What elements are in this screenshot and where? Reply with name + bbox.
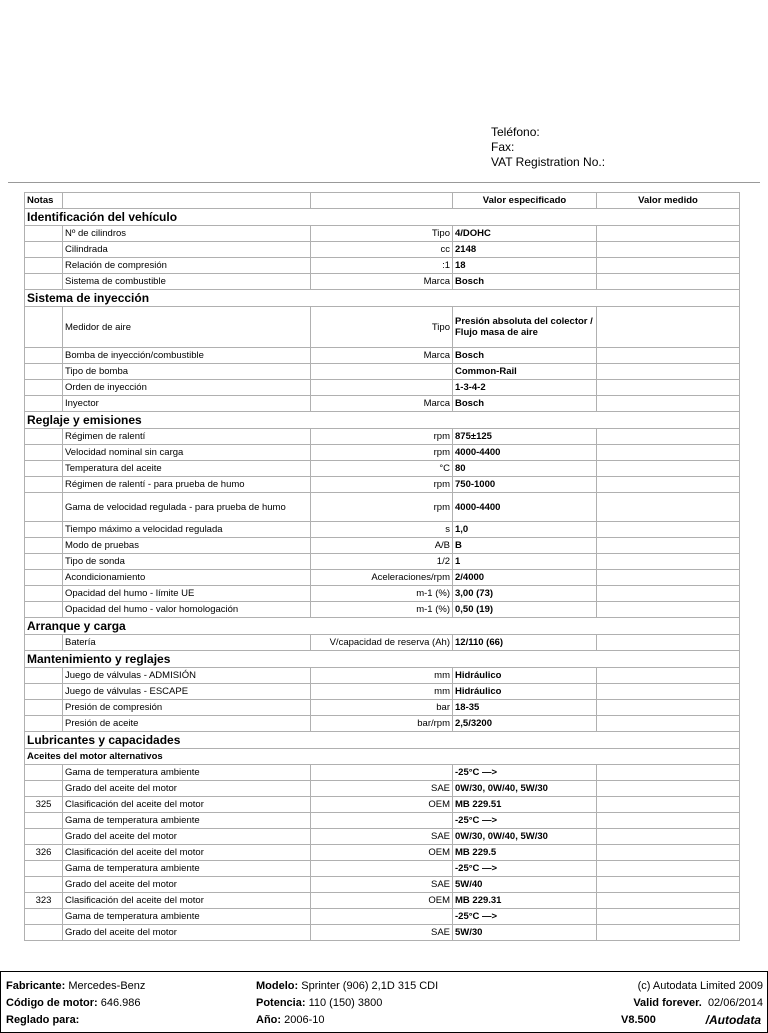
unit-cell: Marca <box>311 274 453 290</box>
subsection-title: Aceites del motor alternativos <box>25 749 740 765</box>
label-cell: Gama de temperatura ambiente <box>63 909 311 925</box>
note-cell <box>25 274 63 290</box>
measured-cell <box>597 258 740 274</box>
value-cell: 5W/30 <box>453 925 597 941</box>
unit-cell: bar/rpm <box>311 716 453 732</box>
unit-cell: Marca <box>311 396 453 412</box>
label-cell: Tiempo máximo a velocidad regulada <box>63 522 311 538</box>
measured-cell <box>597 765 740 781</box>
label-cell: Régimen de ralentí <box>63 429 311 445</box>
unit-cell: cc <box>311 242 453 258</box>
section-title: Lubricantes y capacidades <box>25 732 740 749</box>
table-row <box>25 893 740 909</box>
note-cell <box>25 477 63 493</box>
note-cell <box>25 522 63 538</box>
unit-cell: SAE <box>311 781 453 797</box>
fax-label: Fax: <box>491 140 515 154</box>
label-cell: Temperatura del aceite <box>63 461 311 477</box>
measured-cell <box>597 226 740 242</box>
label-cell: Sistema de combustible <box>63 274 311 290</box>
value-cell: 12/110 (66) <box>453 635 597 651</box>
spec-table <box>24 192 740 941</box>
table-row <box>25 538 740 554</box>
measured-cell <box>597 909 740 925</box>
value-cell: Bosch <box>453 396 597 412</box>
unit-cell: mm <box>311 668 453 684</box>
date: 02/06/2014 <box>707 997 763 1009</box>
value-cell: MB 229.31 <box>453 893 597 909</box>
note-cell <box>25 877 63 893</box>
measured-cell <box>597 635 740 651</box>
manufacturer: Mercedes-Benz <box>68 980 146 992</box>
unit-cell: °C <box>311 461 453 477</box>
value-cell: -25°C —> <box>453 813 597 829</box>
section-header <box>25 732 740 749</box>
value-cell: 4000-4400 <box>453 493 597 522</box>
note-cell <box>25 635 63 651</box>
measured-cell <box>597 797 740 813</box>
value-cell: Hidráulico <box>453 668 597 684</box>
autodata-logo: /Autodata <box>705 1013 761 1027</box>
year-label: Año: <box>256 1014 282 1026</box>
value-cell: B <box>453 538 597 554</box>
section-title: Arranque y carga <box>25 618 740 635</box>
section-header <box>25 209 740 226</box>
value-cell: 0W/30, 0W/40, 5W/30 <box>453 829 597 845</box>
unit-cell: OEM <box>311 893 453 909</box>
note-cell <box>25 538 63 554</box>
label-cell: Nº de cilindros <box>63 226 311 242</box>
label-cell: Clasificación del aceite del motor <box>63 893 311 909</box>
label-cell: Inyector <box>63 396 311 412</box>
divider <box>8 182 760 183</box>
note-cell <box>25 307 63 348</box>
unit-cell: SAE <box>311 877 453 893</box>
unit-cell: A/B <box>311 538 453 554</box>
measured-cell <box>597 396 740 412</box>
unit-cell: m-1 (%) <box>311 586 453 602</box>
value-cell: 3,00 (73) <box>453 586 597 602</box>
power-label: Potencia: <box>256 997 306 1009</box>
value-cell: 750-1000 <box>453 477 597 493</box>
measured-cell <box>597 893 740 909</box>
measured-cell <box>597 668 740 684</box>
value-cell: -25°C —> <box>453 909 597 925</box>
label-cell: Grado del aceite del motor <box>63 781 311 797</box>
note-cell <box>25 909 63 925</box>
table-row <box>25 602 740 618</box>
unit-cell: SAE <box>311 829 453 845</box>
table-row <box>25 274 740 290</box>
table-row <box>25 765 740 781</box>
measured-cell <box>597 602 740 618</box>
table-row <box>25 861 740 877</box>
note-cell <box>25 861 63 877</box>
measured-cell <box>597 586 740 602</box>
measured-cell <box>597 700 740 716</box>
label-cell: Velocidad nominal sin carga <box>63 445 311 461</box>
note-cell <box>25 586 63 602</box>
label-cell: Grado del aceite del motor <box>63 877 311 893</box>
engine-code: 646.986 <box>100 997 141 1009</box>
table-row <box>25 445 740 461</box>
note-cell <box>25 602 63 618</box>
value-cell: 1-3-4-2 <box>453 380 597 396</box>
value-cell: -25°C —> <box>453 765 597 781</box>
measured-cell <box>597 813 740 829</box>
measured-cell <box>597 477 740 493</box>
measured-cell <box>597 845 740 861</box>
measured-cell <box>597 380 740 396</box>
note-cell <box>25 925 63 941</box>
label-cell: Bomba de inyección/combustible <box>63 348 311 364</box>
measured-header: Valor medido <box>597 193 740 209</box>
unit-cell: rpm <box>311 445 453 461</box>
table-row <box>25 716 740 732</box>
table-row <box>25 307 740 348</box>
label-cell: Gama de temperatura ambiente <box>63 765 311 781</box>
unit-cell: rpm <box>311 429 453 445</box>
value-cell: -25°C —> <box>453 861 597 877</box>
table-row <box>25 364 740 380</box>
value-cell: 4000-4400 <box>453 445 597 461</box>
value-cell: 2/4000 <box>453 570 597 586</box>
table-row <box>25 635 740 651</box>
section-title: Sistema de inyección <box>25 290 740 307</box>
label-cell: Modo de pruebas <box>63 538 311 554</box>
unit-cell: s <box>311 522 453 538</box>
unit-cell: bar <box>311 700 453 716</box>
value-cell: Bosch <box>453 274 597 290</box>
label-cell: Presión de aceite <box>63 716 311 732</box>
table-row <box>25 829 740 845</box>
value-cell: 0W/30, 0W/40, 5W/30 <box>453 781 597 797</box>
version: V8.500 <box>621 1014 656 1026</box>
unit-cell: Tipo <box>311 307 453 348</box>
table-row <box>25 586 740 602</box>
label-cell: Juego de válvulas - ADMISIÓN <box>63 668 311 684</box>
note-cell <box>25 570 63 586</box>
table-row <box>25 226 740 242</box>
unit-cell <box>311 909 453 925</box>
table-row <box>25 668 740 684</box>
table-row <box>25 258 740 274</box>
note-cell <box>25 765 63 781</box>
section-title: Identificación del vehículo <box>25 209 740 226</box>
value-cell: 18-35 <box>453 700 597 716</box>
unit-cell: :1 <box>311 258 453 274</box>
label-cell: Relación de compresión <box>63 258 311 274</box>
label-cell: Cilindrada <box>63 242 311 258</box>
measured-cell <box>597 877 740 893</box>
unit-cell: m-1 (%) <box>311 602 453 618</box>
value-cell: Presión absoluta del colector / Flujo masa de aire <box>453 307 597 348</box>
label-cell: Juego de válvulas - ESCAPE <box>63 684 311 700</box>
notes-header: Notas <box>25 193 63 209</box>
measured-cell <box>597 445 740 461</box>
note-cell <box>25 445 63 461</box>
unit-cell: Marca <box>311 348 453 364</box>
section-header <box>25 290 740 307</box>
note-cell <box>25 700 63 716</box>
table-row <box>25 429 740 445</box>
engine-code-label: Código de motor: <box>6 997 98 1009</box>
subsection-header <box>25 749 740 765</box>
table-row <box>25 909 740 925</box>
note-cell <box>25 493 63 522</box>
section-header <box>25 618 740 635</box>
table-row <box>25 396 740 412</box>
measured-cell <box>597 538 740 554</box>
section-header <box>25 412 740 429</box>
table-row <box>25 348 740 364</box>
measured-cell <box>597 429 740 445</box>
note-cell <box>25 781 63 797</box>
value-cell: 2148 <box>453 242 597 258</box>
unit-cell: rpm <box>311 493 453 522</box>
measured-cell <box>597 716 740 732</box>
note-cell <box>25 380 63 396</box>
table-row <box>25 781 740 797</box>
measured-cell <box>597 364 740 380</box>
measured-cell <box>597 522 740 538</box>
note-cell <box>25 429 63 445</box>
value-cell: 1,0 <box>453 522 597 538</box>
table-row <box>25 522 740 538</box>
table-row <box>25 242 740 258</box>
label-cell: Gama de temperatura ambiente <box>63 813 311 829</box>
table-row <box>25 684 740 700</box>
table-row <box>25 845 740 861</box>
label-cell: Medidor de aire <box>63 307 311 348</box>
value-cell: Hidráulico <box>453 684 597 700</box>
table-header <box>25 193 740 209</box>
note-cell <box>25 258 63 274</box>
label-cell: Orden de inyección <box>63 380 311 396</box>
value-cell: 5W/40 <box>453 877 597 893</box>
value-cell: MB 229.51 <box>453 797 597 813</box>
measured-cell <box>597 242 740 258</box>
note-cell <box>25 668 63 684</box>
contact-block <box>491 125 605 170</box>
label-cell: Opacidad del humo - valor homologación <box>63 602 311 618</box>
note-cell <box>25 348 63 364</box>
note-cell <box>25 364 63 380</box>
section-title: Mantenimiento y reglajes <box>25 651 740 668</box>
value-cell: 4/DOHC <box>453 226 597 242</box>
unit-cell: rpm <box>311 477 453 493</box>
unit-cell: Tipo <box>311 226 453 242</box>
note-cell: 326 <box>25 845 63 861</box>
value-cell: MB 229.5 <box>453 845 597 861</box>
value-cell: 875±125 <box>453 429 597 445</box>
label-cell: Opacidad del humo - límite UE <box>63 586 311 602</box>
table-row <box>25 380 740 396</box>
label-cell: Clasificación del aceite del motor <box>63 797 311 813</box>
unit-cell: V/capacidad de reserva (Ah) <box>311 635 453 651</box>
model: Sprinter (906) 2,1D 315 CDI <box>301 980 439 992</box>
note-cell: 323 <box>25 893 63 909</box>
label-cell: Acondicionamiento <box>63 570 311 586</box>
measured-cell <box>597 348 740 364</box>
value-cell: Common-Rail <box>453 364 597 380</box>
measured-cell <box>597 684 740 700</box>
label-cell: Batería <box>63 635 311 651</box>
section-header <box>25 651 740 668</box>
note-cell <box>25 813 63 829</box>
measured-cell <box>597 554 740 570</box>
year: 2006-10 <box>284 1014 325 1026</box>
label-cell: Régimen de ralentí - para prueba de humo <box>63 477 311 493</box>
note-cell <box>25 242 63 258</box>
table-row <box>25 877 740 893</box>
label-cell: Tipo de sonda <box>63 554 311 570</box>
unit-cell: mm <box>311 684 453 700</box>
measured-cell <box>597 570 740 586</box>
spec-table-body <box>25 193 740 941</box>
copyright: (c) Autodata Limited 2009 <box>637 980 763 992</box>
measured-cell <box>597 829 740 845</box>
value-cell: 80 <box>453 461 597 477</box>
model-label: Modelo: <box>256 980 299 992</box>
label-cell: Grado del aceite del motor <box>63 925 311 941</box>
measured-cell <box>597 925 740 941</box>
table-row <box>25 925 740 941</box>
label-cell: Grado del aceite del motor <box>63 829 311 845</box>
unit-cell: Aceleraciones/rpm <box>311 570 453 586</box>
measured-cell <box>597 461 740 477</box>
valid-label: Valid forever. <box>633 997 702 1009</box>
unit-cell <box>311 813 453 829</box>
table-row <box>25 797 740 813</box>
manufacturer-label: Fabricante: <box>6 980 66 992</box>
note-cell: 325 <box>25 797 63 813</box>
table-row <box>25 554 740 570</box>
label-cell: Presión de compresión <box>63 700 311 716</box>
unit-cell <box>311 765 453 781</box>
note-cell <box>25 461 63 477</box>
note-cell <box>25 396 63 412</box>
table-row <box>25 570 740 586</box>
note-cell <box>25 554 63 570</box>
value-cell: 2,5/3200 <box>453 716 597 732</box>
unit-cell <box>311 380 453 396</box>
power: 110 (150) 3800 <box>308 997 383 1009</box>
value-cell: 0,50 (19) <box>453 602 597 618</box>
unit-cell: 1/2 <box>311 554 453 570</box>
unit-cell: OEM <box>311 845 453 861</box>
table-row <box>25 493 740 522</box>
measured-cell <box>597 861 740 877</box>
value-cell: 1 <box>453 554 597 570</box>
label-cell: Gama de temperatura ambiente <box>63 861 311 877</box>
label-cell: Tipo de bomba <box>63 364 311 380</box>
label-cell: Gama de velocidad regulada - para prueba de humo <box>63 493 311 522</box>
phone-label: Teléfono: <box>491 125 540 139</box>
label-cell: Clasificación del aceite del motor <box>63 845 311 861</box>
note-cell <box>25 226 63 242</box>
unit-cell: OEM <box>311 797 453 813</box>
unit-cell: SAE <box>311 925 453 941</box>
measured-cell <box>597 493 740 522</box>
measured-cell <box>597 307 740 348</box>
tuned-for-label: Reglado para: <box>6 1014 80 1026</box>
vat-label: VAT Registration No.: <box>491 155 606 169</box>
note-cell <box>25 716 63 732</box>
note-cell <box>25 829 63 845</box>
measured-cell <box>597 274 740 290</box>
table-row <box>25 461 740 477</box>
section-title: Reglaje y emisiones <box>25 412 740 429</box>
unit-cell <box>311 861 453 877</box>
value-cell: 18 <box>453 258 597 274</box>
value-cell: Bosch <box>453 348 597 364</box>
measured-cell <box>597 781 740 797</box>
note-cell <box>25 684 63 700</box>
table-row <box>25 477 740 493</box>
table-row <box>25 813 740 829</box>
table-row <box>25 700 740 716</box>
unit-cell <box>311 364 453 380</box>
specified-header: Valor especificado <box>453 193 597 209</box>
